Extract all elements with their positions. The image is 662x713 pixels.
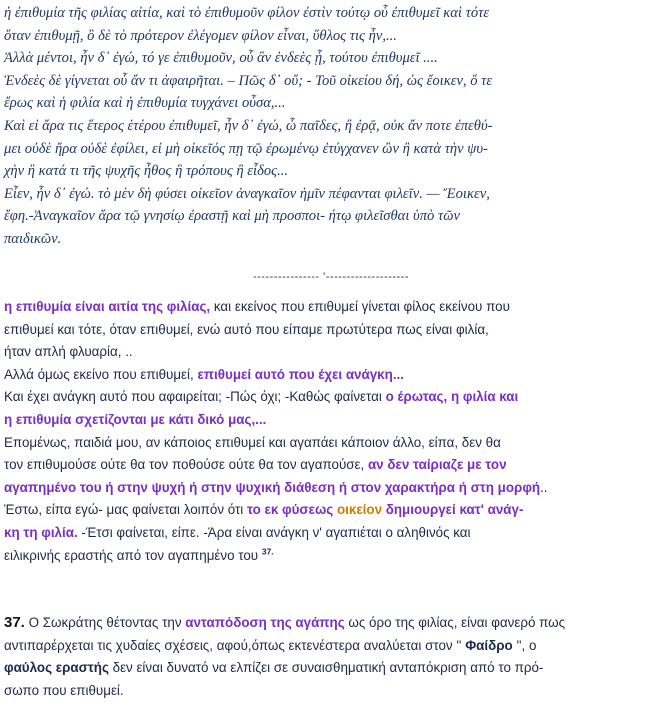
translation-line: επιθυμεί και τότε, όταν επιθυμεί, ενώ αυτό που είπαμε πρωτύτερα πως είναι φιλία, — [4, 321, 489, 337]
translation-line — [4, 296, 656, 319]
greek-line: χὴν ἢ κατά τι τῆς ψυχῆς ἦθος ἢ τρόπους ἢ εἶδος... — [4, 163, 289, 180]
footnote-line — [4, 612, 656, 635]
ancient-greek-text — [4, 2, 656, 251]
text-span: Και έχει ανάγκη αυτό που αφαιρείται; -Πώς όχι; -Καθώς φαίνεται — [4, 389, 386, 405]
text-span: Αλλά όμως εκείνο που επιθυμεί, — [4, 366, 198, 382]
text-span: -Έτσι φαίνεται, είπε. -Άρα είναι ανάγκη ν' αγαπιέται ο αληθινός και — [77, 524, 471, 540]
text-span: και εκείνος που επιθυμεί γίνεται φίλος εκείνου που — [210, 299, 510, 314]
highlight-phrase: αν δεν ταίριαζε με τον — [367, 457, 507, 473]
translation-line — [4, 545, 656, 568]
translation-line — [4, 409, 656, 432]
greek-line: ὅταν ἐπιθυμῇ, ὃ δὲ τὸ πρότερον ἐλέγομεν φίλον εἶναι, ὕθλος τις ἦν,... — [4, 27, 397, 44]
orange-highlight-word: οικείον — [336, 502, 383, 518]
highlight-phrase: η επιθυμία είναι αιτία της φιλίας, — [4, 299, 211, 314]
greek-line: ἔρως καὶ ἡ φιλία καὶ ἡ ἐπιθυμία τυγχάνει οὖσα,... — [4, 95, 286, 112]
highlight-phrase: ο έρωτας, η φιλία και — [385, 389, 519, 405]
highlight-phrase: η επιθυμία σχετίζονται με κάτι δικό μας,... — [4, 411, 267, 427]
greek-line: ἔφη.-Ἀναγκαῖον ἄρα τῷ γνησίῳ ἐραστῇ καὶ μὴ προσποι- ήτῳ φιλεῖσθαι ὑπὸ τῶν — [4, 208, 460, 225]
translation-line — [4, 522, 656, 545]
highlight-phrase: κη τη φιλία. — [4, 524, 78, 540]
footnote-line — [4, 635, 656, 658]
translation-line: ήταν απλή φλυαρία, .. — [4, 344, 133, 360]
highlight-phrase: ανταπόδοση της αγάπης — [185, 615, 345, 630]
footnote-number: 37. — [4, 614, 25, 631]
modern-greek-translation — [4, 296, 656, 567]
highlight-phrase: επιθυμεί αυτό που έχει ανάγκη... — [197, 366, 404, 382]
translation-line — [4, 477, 656, 500]
section-separator: ---------------- '-------------------- — [252, 271, 410, 283]
translation-line: Επομένως, παιδιά μου, αν κάποιος επιθυμεί και αγαπάει κάποιον άλλο, είπα, δεν θα — [4, 434, 501, 450]
text-span: ως όρο της φιλίας, είναι φανερό πως — [344, 615, 566, 630]
greek-line: μει οὐδὲ ἤρα οὐδὲ ἐφίλει, εἰ μὴ οἰκεῖός πῃ τῷ ἐρωμένῳ ἐτύγχανεν ὢν ἢ κατὰ τὴν ψυ- — [4, 140, 488, 157]
greek-line: Ἐνδεὲς δὲ γίγνεται οὗ ἄν τι ἀφαιρῆται. – Πῶς δ᾽ οὔ; - Τοῦ οἰκείου δή, ὡς ἔοικεν, ὅ τε — [4, 72, 493, 89]
text-span: τον επιθυμούσε ούτε θα τον ποθούσε ούτε θα τον αγαπούσε, — [4, 457, 368, 473]
translation-line — [4, 386, 656, 409]
footnote-line: σωπο που επιθυμεί. — [4, 682, 124, 698]
highlight-phrase: αγαπημένο του ή στην ψυχή ή στην ψυχική διάθεση ή στον χαρακτήρα ή στη μορφή — [4, 479, 541, 495]
highlight-phrase: δημιουργεί κατ' ανάγ- — [382, 502, 524, 518]
bold-term: φαύλος εραστής — [4, 660, 109, 676]
translation-line — [4, 364, 656, 387]
translation-line — [4, 454, 656, 477]
bold-title: Φαίδρο — [465, 637, 513, 653]
text-span: Ο Σωκράτης θέτοντας την — [24, 615, 186, 630]
text-span: αντιπαρέρχεται τις χυδαίες σχέσεις, αφού,όπως εκτενέστερα αναλύεται στον '' — [4, 637, 466, 653]
footnote-line — [4, 657, 656, 680]
translation-line — [4, 499, 656, 522]
highlight-phrase: το εκ φύσεως — [247, 502, 337, 518]
text-span: .. — [540, 479, 548, 495]
greek-line: Ἀλλὰ μέντοι, ἦν δ᾽ ἐγώ, τό γε ἐπιθυμοῦν, οὗ ἂν ἐνδεὲς ᾖ, τούτου ἐπιθυμεῖ .... — [4, 50, 438, 67]
greek-line: Καὶ εἰ ἄρα τις ἕτερος ἑτέρου ἐπιθυμεῖ, ἦν δ᾽ ἐγώ, ὦ παῖδες, ἢ ἐρᾷ, οὐκ ἄν ποτε ἐπεθύ- — [4, 117, 493, 134]
text-span: Έστω, είπα εγώ- μας φαίνεται λοιπόν ότι — [4, 502, 248, 518]
text-span: δεν είναι δυνατό να ελπίζει σε συναισθηματική ανταπόκριση από το πρό- — [108, 660, 544, 676]
greek-line: ἡ ἐπιθυμία τῆς φιλίας αἰτία, καὶ τὸ ἐπιθυμοῦν φίλον ἐστὶν τούτῳ οὗ ἐπιθυμεῖ καὶ τότε — [4, 5, 490, 21]
text-span: '', ο — [512, 637, 537, 653]
greek-line: Εἶεν, ἦν δ᾽ ἐγώ. τὸ μὲν δὴ φύσει οἰκεῖον ἀναγκαῖον ἡμῖν πέφανται φιλεῖν. — Ἔοικεν, — [4, 185, 490, 202]
greek-line: παιδικῶν. — [4, 230, 62, 247]
text-span: ειλικρινής εραστής από τον αγαπημένο του — [4, 547, 262, 563]
footnote — [4, 612, 656, 702]
footnote-reference: 37. — [261, 546, 274, 557]
